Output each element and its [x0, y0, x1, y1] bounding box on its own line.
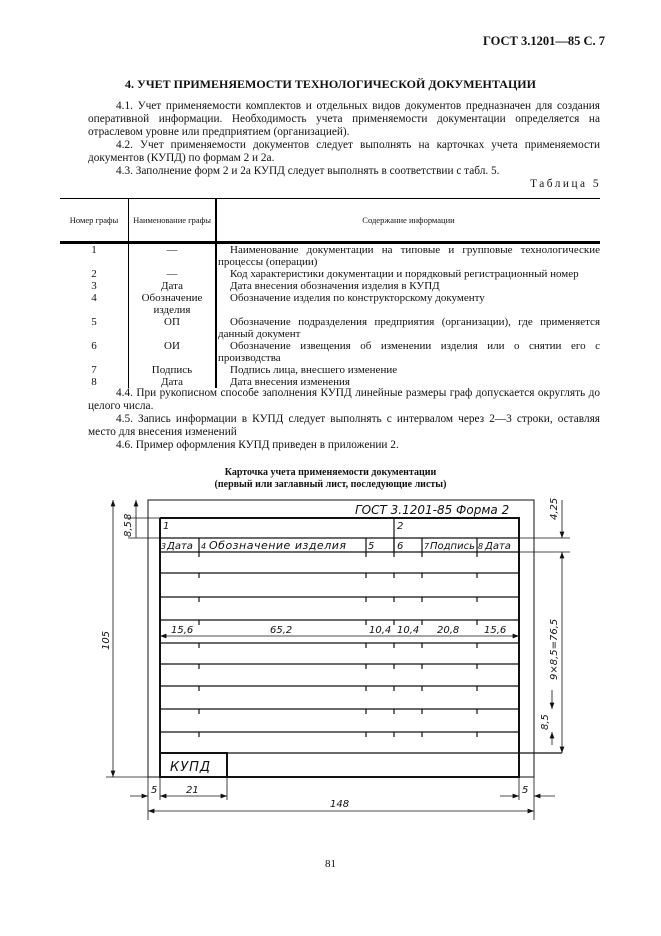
row-name: Обозначение изделия — [129, 292, 217, 316]
col-label: Обозначение изделия — [209, 539, 347, 552]
width-label: 20,8 — [437, 625, 460, 636]
col-header: Наименование графы — [129, 199, 217, 243]
row-name: Дата — [129, 376, 217, 388]
form-label: ГОСТ 3.1201-85 Форма 2 — [355, 503, 510, 517]
row-content: Дата внесения изменения — [216, 376, 600, 388]
width-label: 10,4 — [397, 625, 420, 636]
col-number: 5 — [368, 541, 375, 552]
table-caption: Таблица 5 — [530, 178, 601, 190]
card-subtitle: (первый или заглавный лист, последующие листы) — [214, 479, 447, 490]
row-name: ОП — [129, 316, 217, 340]
width-label: 65,2 — [270, 625, 293, 636]
row-content: Обозначение подразделения предприятия (организации), где применяется данный документ — [218, 316, 600, 340]
row-number: 3 — [91, 280, 97, 292]
row-name: — — [129, 268, 217, 280]
row-number: 2 — [91, 268, 97, 280]
col-header: Номер графы — [60, 199, 129, 243]
row-name: Дата — [129, 280, 217, 292]
row-number: 5 — [91, 316, 97, 328]
row-name: — — [129, 243, 217, 269]
row-name: Подпись — [129, 364, 217, 376]
col-number: 2 — [397, 521, 404, 532]
col-label: Дата — [167, 541, 193, 552]
dim-label: 4,25 — [549, 497, 560, 520]
row-number: 8 — [91, 376, 97, 388]
row-name: ОИ — [129, 340, 217, 364]
col-number: 8 — [478, 542, 484, 551]
width-label: 10,4 — [369, 625, 392, 636]
row-content: Дата внесения обозначения изделия в КУПД — [216, 280, 600, 292]
dim-label: 21 — [186, 785, 199, 796]
dim-label: 8,5 — [540, 714, 551, 730]
page-number: 81 — [325, 858, 336, 870]
stamp-label: КУПД — [170, 760, 212, 775]
paragraph: 4.6. Пример оформления КУПД приведен в приложении 2. — [116, 439, 399, 451]
dim-label: 5 — [151, 785, 158, 796]
width-label: 15,6 — [484, 625, 507, 636]
row-content: Подпись лица, внесшего изменение — [216, 364, 600, 376]
row-content: Обозначение извещения об изменении изделия или о снятии его с производства — [218, 340, 600, 364]
col-label: Дата — [485, 541, 511, 552]
row-content: Код характеристики документации и порядковый регистрационный номер — [216, 268, 600, 280]
row-number: 1 — [91, 244, 97, 256]
col-number: 7 — [424, 542, 430, 551]
card-title-line: Карточка учета применяемости документации — [224, 467, 437, 478]
inner-frame — [160, 518, 519, 777]
dim-label: 148 — [330, 799, 350, 810]
dim-label: 8 — [123, 513, 134, 520]
dim-label: 5 — [522, 785, 529, 796]
row-number: 7 — [91, 364, 97, 376]
section-title: 4. УЧЕТ ПРИМЕНЯЕМОСТИ ТЕХНОЛОГИЧЕСКОЙ ДОКУМЕНТАЦИИ — [125, 77, 536, 91]
row-content: Обозначение изделия по конструкторскому документу — [216, 292, 600, 316]
paragraph: 4.2. Учет применяемости документов следует выполнять на карточках учета применяемости документов (КУПД) по формам 2 и 2а. — [88, 139, 600, 164]
dim-label: 9×8,5=76,5 — [549, 618, 560, 680]
col-number: 1 — [163, 521, 170, 532]
col-number: 6 — [397, 541, 404, 552]
row-number: 4 — [91, 292, 97, 304]
col-header: Содержание информации — [216, 199, 600, 243]
col-number: 3 — [161, 542, 167, 551]
col-number: 4 — [201, 542, 207, 551]
col-label: Подпись — [430, 541, 475, 552]
width-label: 15,6 — [171, 625, 194, 636]
paragraph: 4.5. Запись информации в КУПД следует выполнять с интервалом через 2—3 строки, оставляя место для внесения изменений — [88, 413, 600, 438]
dim-label: 105 — [101, 630, 112, 650]
row-number: 6 — [91, 340, 97, 352]
paragraph: 4.1. Учет применяемости комплектов и отдельных видов документов предназначен для создания оперативной информации. Необходимость учета применяемости документации определяется на отраслевом уровне или предприятием (организацией). — [88, 100, 600, 138]
paragraph: 4.3. Заполнение форм 2 и 2а КУПД следует выполнять в соответствии с табл. 5. — [116, 165, 500, 177]
dim-label: 8,5 — [123, 521, 134, 537]
row-content: Наименование документации на типовые и групповые технологические процессы (операции) — [218, 244, 600, 268]
page-header: ГОСТ 3.1201—85 С. 7 — [482, 34, 605, 48]
row-lines — [160, 538, 562, 753]
paragraph: 4.4. При рукописном способе заполнения КУПД линейные размеры граф допускается округлять до целого числа. — [88, 387, 600, 412]
